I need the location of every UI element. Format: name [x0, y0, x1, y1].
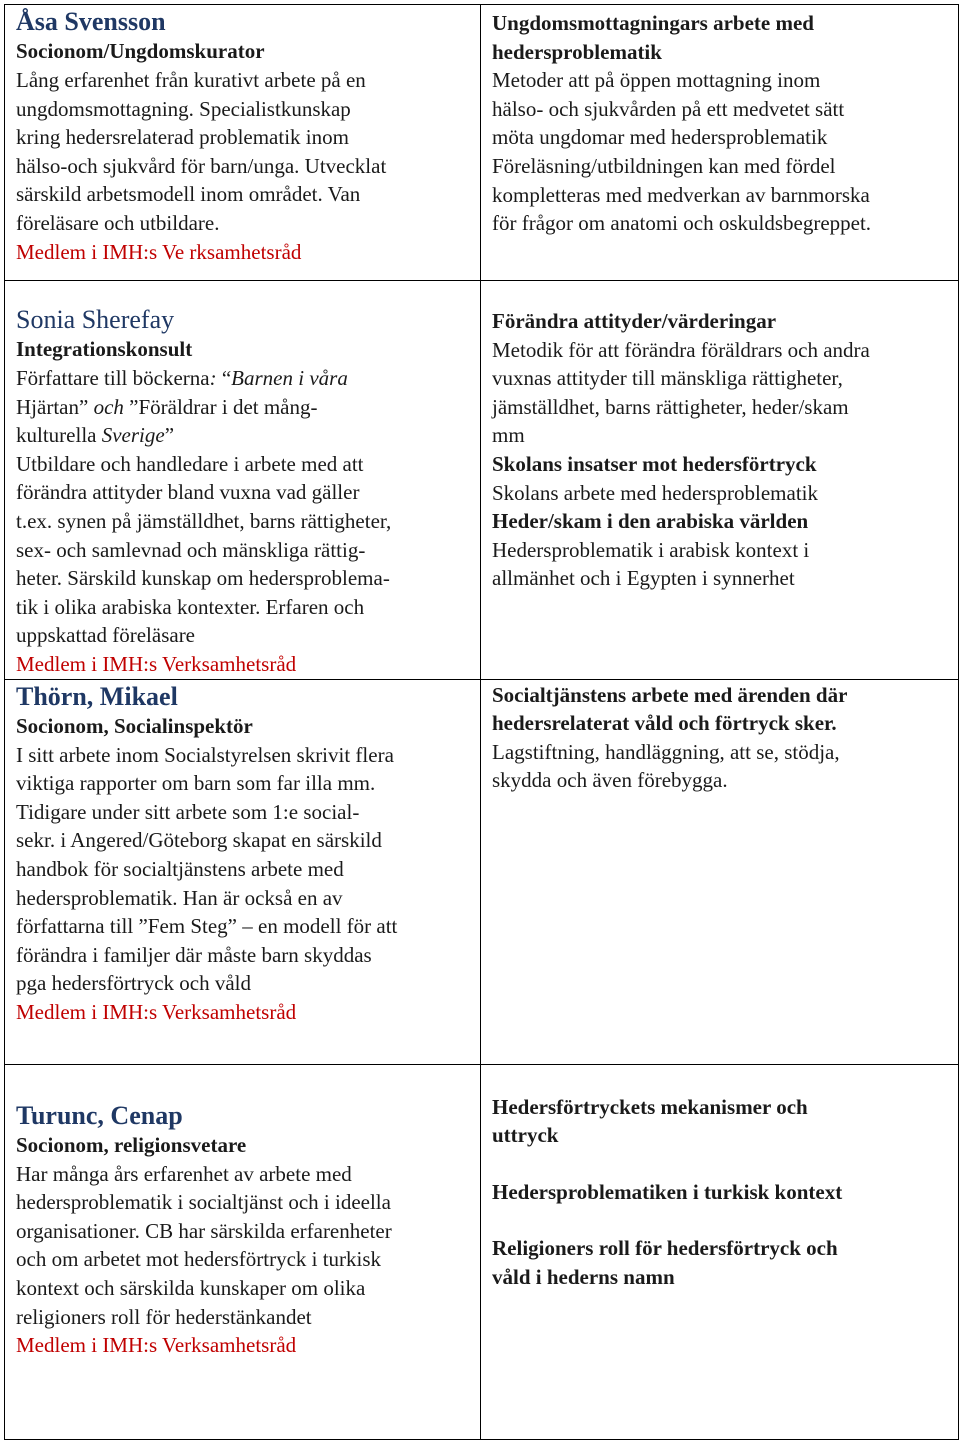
speaker-row — [5, 5, 959, 281]
speaker-bio — [16, 66, 472, 238]
bio-line: kontext och särskilda kunskaper om olika — [16, 1275, 366, 1300]
membership-note: Medlem i IMH:s Verksamhetsråd — [16, 999, 297, 1024]
topic-heading-line: Socialtjänstens arbete med ärenden där — [492, 682, 848, 707]
bio-line: t.ex. synen på jämställdhet, barns rättigheter, — [16, 508, 392, 533]
speaker-cell — [5, 679, 481, 1064]
topic-heading — [492, 681, 950, 738]
speaker-row — [5, 1064, 959, 1439]
topic-heading-line: Religioners roll för hedersförtryck och — [492, 1236, 838, 1261]
topic-heading-line: Hedersproblematiken i turkisk kontext — [492, 1179, 843, 1204]
book-title: Barnen i våra — [231, 366, 348, 390]
topic-heading-line: hedersproblematik — [492, 39, 662, 64]
topic-heading: Skolans insatser mot hedersförtryck — [492, 451, 817, 476]
topic-heading-line: våld i hederns namn — [492, 1264, 675, 1289]
topic-text-line: mm — [492, 423, 525, 448]
books-line — [16, 364, 472, 393]
speaker-name: Åsa Svensson — [16, 7, 166, 36]
books-and: och — [93, 394, 124, 419]
bio-line: tik i olika arabiska kontexter. Erfaren och — [16, 594, 365, 619]
book-title: Sverige — [101, 423, 165, 448]
speaker-table — [4, 4, 959, 1440]
speaker-title: Socionom, religionsvetare — [16, 1132, 247, 1157]
topics-cell — [481, 5, 959, 281]
bio-line: hedersproblematik. Han är också en av — [16, 885, 343, 910]
topic-text-line: skydda och även förebygga. — [492, 768, 728, 793]
bio-line: förändra attityder bland vuxna vad gäller — [16, 480, 360, 505]
books-intro: Författare till böckerna — [16, 366, 210, 390]
quote-mark: ” — [129, 394, 139, 419]
speaker-title: Integrationskonsult — [16, 337, 193, 361]
bio-line: Utbildare och handledare i arbete med att — [16, 451, 364, 476]
books-colon: : — [209, 366, 217, 390]
bio-line: viktiga rapporter om barn som far illa mm. — [16, 771, 376, 796]
bio-line: ungdomsmottagning. Specialistkunskap — [16, 96, 351, 121]
topic-heading — [492, 1234, 950, 1291]
topic-heading: Förändra attityder/värderingar — [492, 309, 777, 333]
membership-note: Medlem i IMH:s Ve rksamhetsråd — [16, 239, 302, 264]
topic-text-line: Lagstiftning, handläggning, att se, stödja, — [492, 739, 840, 764]
bio-line: hedersproblematik i socialtjänst och i ideella — [16, 1190, 391, 1215]
topic-text — [492, 66, 950, 238]
bio-line: sex- och samlevnad och mänskliga rättig- — [16, 537, 366, 562]
bio-line: uppskattad föreläsare — [16, 623, 196, 648]
quote-mark: “ — [221, 366, 232, 390]
membership-note: Medlem i IMH:s Verksamhetsråd — [16, 1333, 297, 1358]
bio-line: organisationer. CB har särskilda erfarenheter — [16, 1218, 392, 1243]
topics-cell — [481, 679, 959, 1064]
topic-text-line: Föreläsning/utbildningen kan med fördel — [492, 153, 836, 178]
speaker-bio — [16, 450, 472, 650]
bio-line: sekr. i Angered/Göteborg skapat en särskild — [16, 828, 382, 853]
bio-line: särskild arbetsmodell inom området. Van — [16, 182, 361, 207]
topic-text-line: för frågor om anatomi och oskuldsbegreppet. — [492, 211, 872, 236]
speaker-name: Turunc, Cenap — [16, 1100, 183, 1130]
topic-text-line: Metodik för att förändra föräldrars och andra — [492, 337, 870, 362]
bio-line: heter. Särskild kunskap om hedersproblema- — [16, 566, 390, 591]
speaker-cell — [5, 5, 481, 281]
speaker-row — [5, 281, 959, 680]
bio-line: Lång erfarenhet från kurativt arbete på en — [16, 68, 366, 92]
speaker-title: Socionom, Socialinspektör — [16, 713, 253, 738]
speaker-row — [5, 679, 959, 1064]
books-line — [16, 393, 472, 422]
topic-heading-line: Ungdomsmottagningars arbete med — [492, 11, 814, 35]
topic-heading: Heder/skam i den arabiska världen — [492, 509, 809, 534]
topic-heading-line: hedersrelaterat våld och förtryck sker. — [492, 711, 837, 736]
bio-line: religioners roll för hederstänkandet — [16, 1304, 312, 1329]
bio-line: handbok för socialtjänstens arbete med — [16, 856, 344, 881]
speaker-name: Sonia Sherefay — [16, 305, 175, 334]
topic-text-line: Metoder att på öppen mottagning inom — [492, 68, 821, 93]
topic-heading — [492, 1093, 950, 1150]
speaker-bio — [16, 741, 472, 998]
topic-heading — [492, 9, 950, 66]
topic-heading-line: uttryck — [492, 1123, 559, 1148]
topic-text-line: Hedersproblematik i arabisk kontext i — [492, 537, 810, 562]
bio-line: Tidigare under sitt arbete som 1:e social- — [16, 799, 360, 824]
bio-line: förändra i familjer där måste barn skyddas — [16, 942, 372, 967]
topic-text-line: hälso- och sjukvården på ett medvetet sätt — [492, 96, 845, 121]
speaker-cell — [5, 281, 481, 680]
topic-text-line: Skolans arbete med hedersproblematik — [492, 480, 818, 505]
bio-line: hälso-och sjukvård för barn/unga. Utvecklat — [16, 153, 387, 178]
topic-text-line: vuxnas attityder till mänskliga rättigheter, — [492, 366, 843, 391]
bio-line: kring hedersrelaterad problematik inom — [16, 125, 349, 150]
topics-cell — [481, 281, 959, 680]
topic-text-line: kompletteras med medverkan av barnmorska — [492, 182, 870, 207]
quote-mark: ” — [78, 394, 89, 419]
bio-line: pga hedersförtryck och våld — [16, 971, 251, 996]
speaker-title: Socionom/Ungdomskurator — [16, 39, 265, 63]
speaker-name: Thörn, Mikael — [16, 681, 178, 711]
topic-text-line: möta ungdomar med hedersproblematik — [492, 125, 828, 150]
topic-text-line: allmänhet och i Egypten i synnerhet — [492, 566, 795, 591]
book-title: Föräldrar i det mång- — [138, 394, 318, 419]
topics-cell — [481, 1064, 959, 1439]
topic-text-line: jämställdhet, barns rättigheter, heder/skam — [492, 394, 849, 419]
membership-note: Medlem i IMH:s Verksamhetsråd — [16, 651, 297, 676]
bio-line: Har många års erfarenhet av arbete med — [16, 1161, 352, 1186]
speaker-bio — [16, 1160, 472, 1332]
bio-line: I sitt arbete inom Socialstyrelsen skrivit flera — [16, 742, 394, 767]
topic-heading — [492, 1178, 950, 1207]
quote-mark: ” — [164, 423, 175, 448]
books-line — [16, 421, 472, 450]
topic-heading-line: Hedersförtryckets mekanismer och — [492, 1094, 808, 1119]
bio-line: föreläsare och utbildare. — [16, 210, 220, 235]
bio-line: och om arbetet mot hedersförtryck i turkisk — [16, 1247, 382, 1272]
book-title: Hjärtan — [16, 394, 79, 419]
bio-line: författarna till ”Fem Steg” – en modell för att — [16, 914, 398, 939]
book-title: kulturella — [16, 423, 97, 448]
speaker-cell — [5, 1064, 481, 1439]
